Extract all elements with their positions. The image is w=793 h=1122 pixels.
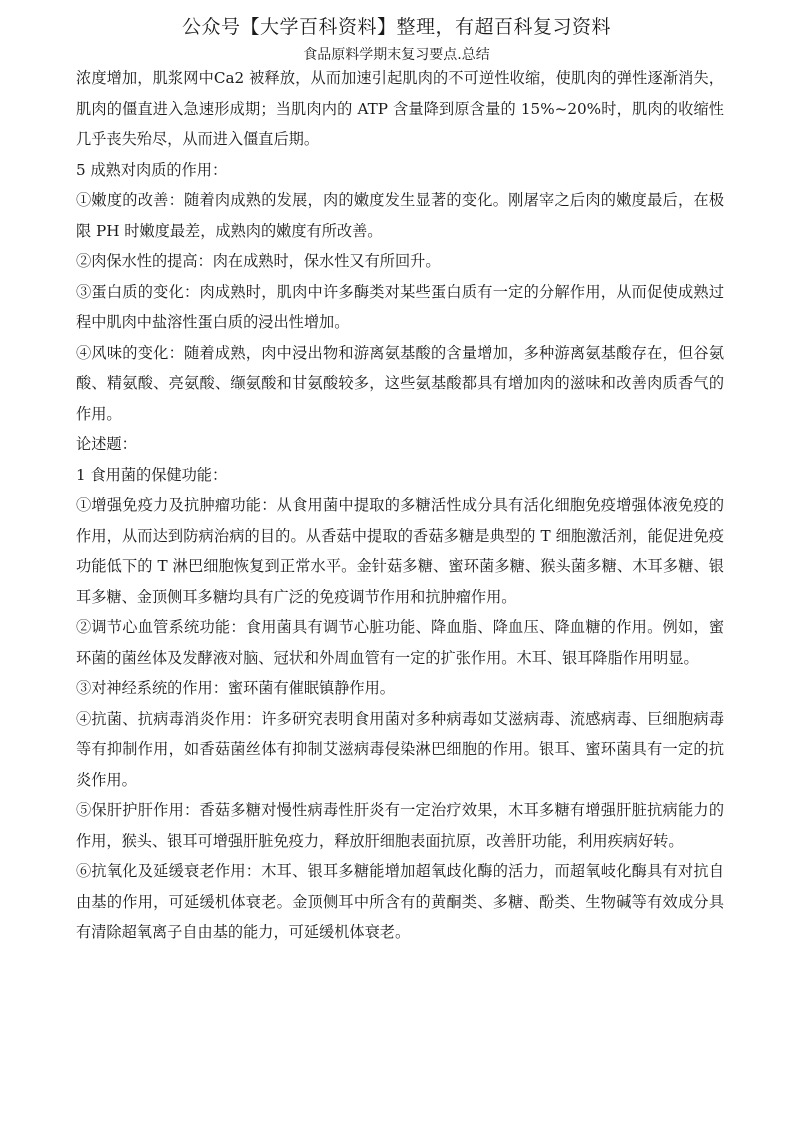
document-title: 食品原料学期末复习要点.总结	[303, 47, 490, 63]
page-header-title: 公众号【大学百科资料】整理，有超百科复习资料	[181, 16, 611, 38]
paragraph-antioxidant: ⑥抗氧化及延缓衰老作用：木耳、银耳多糖能增加超氧歧化酶的活力，而超氧岐化酶具有对抗自由基的作用，可延缓机体衰老。金顶侧耳中所含有的黄酮类、多糖、酚类、生物碱等有效成分具有清除超氧离子自由基的能力，可延缓机体衰老。	[76, 862, 724, 941]
paragraph-nervous-system: ③对神经系统的作用：蜜环菌有催眠镇静作用。	[76, 679, 395, 697]
section-heading-essay-questions: 论述题：	[76, 435, 137, 453]
paragraph-antiviral: ④抗菌、抗病毒消炎作用：许多研究表明食用菌对多种病毒如艾滋病毒、流感病毒、巨细胞病毒等有抑制作用，如香菇菌丝体有抑制艾滋病毒侵染淋巴细胞的作用。银耳、蜜环菌具有一定的抗炎作用。	[76, 709, 724, 789]
section-heading-aging-effects: 5 成熟对肉质的作用：	[76, 160, 228, 179]
paragraph-rigor-continuation: 浓度增加，肌浆网中Ca2 被释放，从而加速引起肌肉的不可逆性收缩，使肌肉的弹性逐渐消失，肌肉的僵直进入急速形成期；当肌肉内的 ATP 含量降到原含量的 15%~20%时，肌肉的收缩性几乎丧失殆尽，从而进入僵直后期。	[76, 69, 724, 148]
paragraph-water-holding: ②肉保水性的提高：肉在成熟时，保水性又有所回升。	[76, 252, 441, 270]
paragraph-tenderness: ①嫩度的改善：随着肉成熟的发展，肉的嫩度发生显著的变化。刚屠宰之后肉的嫩度最后，在极限 PH 时嫩度最差，成熟肉的嫩度有所改善。	[76, 191, 724, 240]
paragraph-flavor-changes: ④风味的变化：随着成熟，肉中浸出物和游离氨基酸的含量增加，多种游离氨基酸存在，但谷氨酸、精氨酸、亮氨酸、缬氨酸和甘氨酸较多，这些氨基酸都具有增加肉的滋味和改善肉质香气的作用。	[76, 343, 724, 423]
paragraph-protein-changes: ③蛋白质的变化：肉成熟时，肌肉中许多酶类对某些蛋白质有一定的分解作用，从而促使成熟过程中肌肉中盐溶性蛋白质的浸出性增加。	[76, 282, 724, 331]
document-body	[76, 63, 724, 948]
section-heading-mushroom-health: 1 食用菌的保健功能：	[76, 465, 228, 484]
paragraph-cardiovascular: ②调节心血管系统功能：食用菌具有调节心脏功能、降血脂、降血压、降血糖的作用。例如，蜜环菌的菌丝体及发酵液对脑、冠状和外周血管有一定的扩张作用。木耳、银耳降脂作用明显。	[76, 618, 724, 667]
paragraph-immunity-antitumor: ①增强免疫力及抗肿瘤功能：从食用菌中提取的多糖活性成分具有活化细胞免疫增强体液免疫的作用，从而达到防病治病的目的。从香菇中提取的香菇多糖是典型的 T 细胞激活剂，能促进免疫功能低下的 T 淋巴细胞恢复到正常水平。金针菇多糖、蜜环菌多糖、猴头菌多糖、木耳多糖、银耳多糖、金顶侧耳多糖均具有广泛的免疫调节作用和抗肿瘤作用。	[76, 496, 724, 606]
paragraph-liver-protection: ⑤保肝护肝作用：香菇多糖对慢性病毒性肝炎有一定治疗效果，木耳多糖有增强肝脏抗病能力的作用，猴头、银耳可增强肝脏免疫力，释放肝细胞表面抗原，改善肝功能，利用疾病好转。	[76, 801, 724, 850]
